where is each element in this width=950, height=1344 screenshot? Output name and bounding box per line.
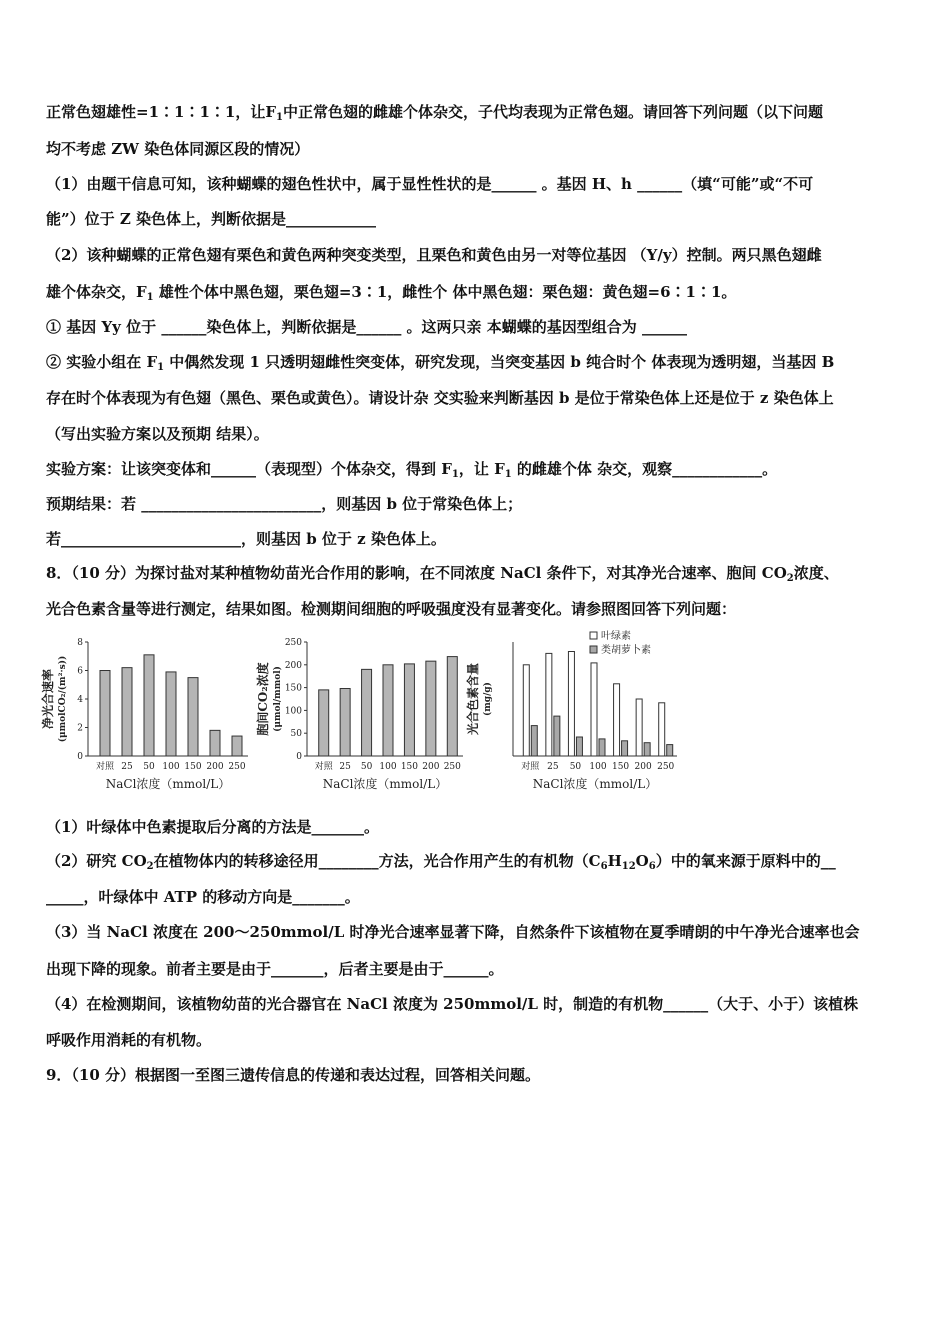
bar — [599, 739, 605, 756]
chart-net-photosynthesis — [40, 630, 250, 800]
bar — [232, 736, 242, 756]
bar — [404, 664, 414, 756]
bar — [447, 657, 457, 756]
text-line-1: 正常色翅雄性=1∶1∶1∶1，让$F_1$中正常色翅的雌雄个体杂交，子代均表现为正常色翅。请回答下列问题（以下问题 — [46, 103, 823, 123]
y-tick-label: 50 — [290, 729, 302, 740]
x-tick-label: 200 — [422, 762, 440, 772]
bar — [319, 690, 329, 756]
y-tick-label: 6 — [77, 666, 83, 677]
question-9-line-1: 9．（10 分）根据图一至图三遗传信息的传递和表达过程，回答相关问题。 — [46, 1066, 541, 1084]
x-tick-label: 对照 — [314, 762, 333, 772]
x-tick-label: 25 — [121, 762, 133, 772]
x-tick-label: 50 — [143, 762, 155, 772]
y-tick-label: 8 — [77, 638, 83, 648]
bar — [210, 730, 220, 756]
y-axis-label: 光合色素含量 — [466, 662, 480, 736]
text-line-2: 均不考虑 ZW 染色体同源区段的情况） — [46, 140, 310, 158]
x-tick-label: 200 — [634, 762, 652, 772]
x-tick-label: 对照 — [521, 762, 540, 772]
bar — [362, 669, 372, 756]
question-8-line-1: 8．（10 分）为探讨盐对某种植物幼苗光合作用的影响，在不同浓度 NaCl 条件下，对其净光合速率、胞间 $CO_2$浓度、 — [46, 564, 839, 584]
x-tick-label: 25 — [339, 762, 351, 772]
text-line-4: 能”）位于 Z 染色体上，判断依据是____________ — [46, 210, 377, 228]
bar — [644, 743, 650, 756]
chart-pigment-content — [465, 630, 680, 800]
legend-label: 叶绿素 — [601, 631, 631, 642]
y-axis-unit: (μmolCO₂/(m²·s)) — [58, 655, 68, 743]
bar — [546, 653, 552, 756]
question-8-part-3-line-1: （3）当 NaCl 浓度在 200～250mmol/L 时净光合速率显著下降，自然条件下该植物在夏季晴朗的中午净光合速率也会 — [46, 923, 860, 941]
text-line-7: ① 基因 Yy 位于 ______染色体上，判断依据是______ 。这两只亲 本蝴蝶的基因型组合为 ______ — [46, 318, 687, 336]
bar — [531, 726, 537, 756]
x-axis-label: NaCl浓度（mmol/L） — [105, 777, 231, 791]
bar — [523, 665, 529, 756]
question-8-part-3-line-2: 出现下降的现象。前者主要是由于_______，后者主要是由于______。 — [46, 960, 504, 978]
text-line-12: 预期结果：若 ________________________，则基因 b 位于常染色体上； — [46, 495, 523, 513]
bar — [144, 655, 154, 756]
x-tick-label: 150 — [184, 762, 202, 772]
text-line-9: 存在时个体表现为有色翅（黑色、栗色或黄色）。请设计杂 交实验来判断基因 b 是位于常染色体上还是位于 z 染色体上 — [46, 389, 834, 407]
x-tick-label: 50 — [360, 762, 373, 772]
y-axis-label: 胞间CO₂浓度 — [256, 662, 270, 736]
legend-swatch — [590, 632, 597, 639]
bar — [614, 684, 620, 756]
x-tick-label: 100 — [379, 762, 397, 772]
y-tick-label: 150 — [284, 683, 302, 694]
y-axis-label: 净光合速率 — [41, 668, 55, 730]
x-tick-label: 150 — [400, 762, 419, 772]
bar — [383, 665, 393, 756]
x-tick-label: 200 — [206, 762, 224, 772]
bar — [659, 703, 665, 756]
chart-figure — [40, 630, 680, 800]
bar — [636, 699, 642, 756]
bar — [622, 741, 628, 756]
question-8-part-1: （1）叶绿体中色素提取后分离的方法是_______。 — [46, 818, 379, 836]
bar — [122, 668, 132, 756]
question-8-part-4-line-1: （4）在检测期间，该植物幼苗的光合器官在 NaCl 浓度为 250mmol/L 时，制造的有机物______（大于、小于）该植株 — [46, 995, 859, 1013]
x-tick-label: 对照 — [95, 762, 115, 772]
bar — [188, 678, 198, 756]
x-tick-label: 250 — [443, 762, 461, 772]
text-line-11: 实验方案：让该突变体和______（表现型）个体杂交，得到 $F_1$，让 $F_1$ 的雌雄个体 杂交，观察____________。 — [46, 460, 778, 480]
x-axis-label: NaCl浓度（mmol/L） — [322, 777, 448, 791]
y-tick-label: 200 — [284, 660, 302, 671]
legend-swatch — [590, 646, 597, 653]
bar — [166, 672, 176, 756]
text-line-5: （2）该种蝴蝶的正常色翅有栗色和黄色两种突变类型，且栗色和黄色由另一对等位基因 （Y/y）控制。两只黑色翅雌 — [46, 246, 822, 264]
text-line-10: （写出实验方案以及预期 结果）。 — [46, 425, 269, 443]
question-8-part-4-line-2: 呼吸作用消耗的有机物。 — [46, 1031, 212, 1049]
chart-intercellular-co2 — [255, 630, 465, 800]
text-line-13: 若________________________，则基因 b 位于 z 染色体上。 — [46, 530, 446, 548]
bar — [426, 661, 436, 756]
y-tick-label: 0 — [296, 752, 302, 762]
x-axis-label: NaCl浓度（mmol/L） — [532, 777, 658, 791]
y-tick-label: 4 — [77, 695, 83, 705]
y-axis-unit: (μmol/mmol) — [273, 666, 283, 732]
bar — [554, 716, 560, 756]
text-line-8: ② 实验小组在 $F_1$ 中偶然发现 1 只透明翅雌性突变体，研究发现，当突变基因 b 纯合时个 体表现为透明翅，当基因 B — [46, 353, 835, 373]
question-8-line-2: 光合色素含量等进行测定，结果如图。检测期间细胞的呼吸强度没有显著变化。请参照图回答下列问题： — [46, 600, 737, 618]
y-tick-label: 250 — [284, 638, 302, 648]
bar — [591, 663, 597, 756]
y-tick-label: 100 — [284, 706, 302, 717]
legend-label: 类胡萝卜素 — [601, 645, 651, 656]
x-tick-label: 150 — [611, 762, 630, 772]
question-8-part-2-line-2: _____，叶绿体中 ATP 的移动方向是_______。 — [46, 888, 360, 906]
y-axis-unit: (mg/g) — [483, 682, 493, 716]
y-tick-label: 0 — [77, 752, 83, 762]
x-tick-label: 250 — [657, 762, 675, 772]
x-tick-label: 50 — [569, 762, 582, 772]
text-line-6: 雄个体杂交，$F_1$ 雄性个体中黑色翅，栗色翅=3∶1，雌性个 体中黑色翅：栗色翅：黄色翅=6∶1∶1。 — [46, 283, 737, 303]
bar — [100, 671, 110, 757]
question-8-part-2-line-1: （2）研究 $CO_2$在植物体内的转移途径用________方法，光合作用产生的有机物$(C_6H_{12}O_6)$中的氧来源于原料中的__ — [46, 852, 836, 872]
bar — [340, 689, 350, 756]
y-tick-label: 2 — [77, 723, 83, 734]
x-tick-label: 25 — [547, 762, 559, 772]
bar — [667, 745, 673, 756]
bar — [576, 737, 582, 756]
x-tick-label: 100 — [589, 762, 607, 772]
x-tick-label: 100 — [162, 762, 180, 772]
bar — [568, 652, 574, 757]
text-line-3: （1）由题干信息可知，该种蝴蝶的翅色性状中，属于显性性状的是______ 。基因 H、h ______（填“可能”或“不可 — [46, 175, 814, 193]
x-tick-label: 250 — [228, 762, 246, 772]
